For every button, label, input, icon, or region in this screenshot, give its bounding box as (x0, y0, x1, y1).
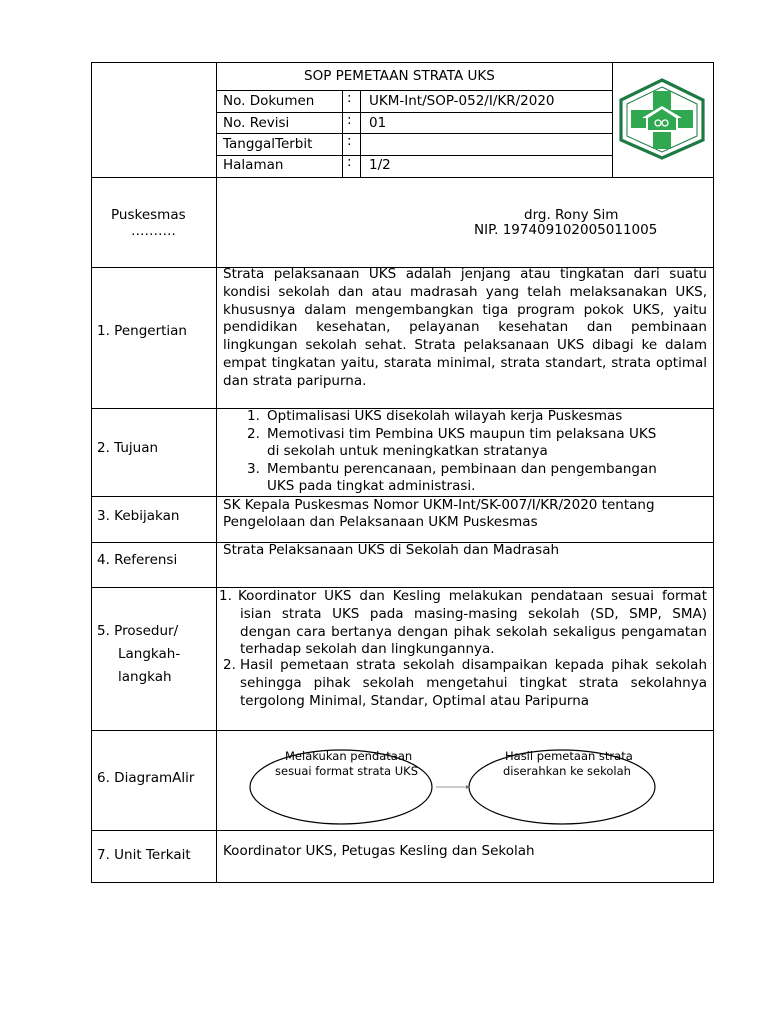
flow-node-2-line2: diserahkan ke sekolah (503, 764, 631, 778)
tujuan-item-3-line1: Membantu perencanaan, pembinaan dan pengembangan (267, 461, 657, 477)
prosedur-item-2 (240, 657, 707, 710)
prosedur-item-1 (240, 588, 707, 659)
section-label-unit: 7. Unit Terkait (97, 847, 191, 863)
flow-node-2-line1: Hasil pemetaan strata (505, 749, 633, 763)
tujuan-item-2-line2: di sekolah untuk meningkatkan stratanya (267, 443, 548, 459)
divider (216, 133, 612, 134)
tujuan-item-2-line1: Memotivasi tim Pembina UKS maupun tim pelaksana UKS (267, 426, 657, 442)
section-label-prosedur: 5. Prosedur/ (97, 623, 179, 639)
section-label-referensi: 4. Referensi (97, 552, 178, 568)
divider (612, 63, 613, 177)
flow-node-1-line2: sesuai format strata UKS (275, 764, 419, 778)
tujuan-item-num: 1. (247, 408, 260, 424)
divider (360, 90, 361, 177)
section-label-pengertian: 1. Pengertian (97, 323, 187, 339)
tujuan-item-1: Optimalisasi UKS disekolah wilayah kerja Puskesmas (267, 408, 623, 424)
header-sep: : (347, 154, 352, 170)
divider (216, 90, 612, 91)
header-sep: : (347, 90, 352, 106)
header-label-tanggal-terbit: TanggalTerbit (223, 136, 313, 152)
divider (216, 112, 612, 113)
kebijakan-line1: SK Kepala Puskesmas Nomor UKM-Int/SK-007/I/KR/2020 tentang (223, 497, 655, 513)
divider (216, 155, 612, 156)
divider (92, 830, 713, 831)
tujuan-item-3-line2: UKS pada tingkat administrasi. (267, 478, 476, 494)
section-label-kebijakan: 3. Kebijakan (97, 508, 180, 524)
document-title: SOP PEMETAAN STRATA UKS (304, 68, 495, 84)
header-value-halaman: 1/2 (369, 157, 391, 173)
header-label-no-revisi: No. Revisi (223, 115, 290, 131)
tujuan-item-num: 3. (247, 461, 260, 477)
header-label-no-dokumen: No. Dokumen (223, 93, 315, 109)
tujuan-item-num: 2. (247, 426, 260, 442)
prosedur-item-num: 2. (223, 657, 236, 673)
divider (342, 90, 343, 177)
header-sep: : (347, 133, 352, 149)
prosedur-item-num: 1. (219, 588, 232, 604)
prosedur-item-1-text: Koordinator UKS dan Kesling melakukan pendataan sesuai format isian strata UKS pada masing-masing sekolah (SD, SMP, SMA) dengan cara bertanya dengan pihak sekolah sekaligus pengamatan terhadap sekolah dan lingkungannya. (238, 588, 707, 658)
section-label-diagram: 6. DiagramAlir (97, 770, 195, 786)
section-label-tujuan: 2. Tujuan (97, 440, 159, 456)
puskesmas-label: Puskesmas (111, 207, 186, 223)
unit-terkait-text: Koordinator UKS, Petugas Kesling dan Sekolah (223, 843, 535, 859)
prosedur-item-2-text: Hasil pemetaan strata sekolah disampaikan kepada pihak sekolah sehingga pihak sekolah mengetahui tingkat strata sekolahnya tergolong Minimal, Standar, Optimal atau Paripurna (240, 657, 707, 709)
puskesmas-name-placeholder: ………. (131, 223, 176, 239)
section-label-prosedur-3: langkah (118, 669, 172, 685)
signer-name: drg. Rony Sim (524, 207, 619, 223)
signer-nip: NIP. 197409102005011005 (474, 222, 658, 238)
header-sep: : (347, 112, 352, 128)
pengertian-text (223, 266, 707, 391)
header-value-no-dokumen: UKM-Int/SOP-052/I/KR/2020 (369, 93, 555, 109)
flow-node-1-line1: Melakukan pendataan (285, 749, 413, 763)
divider (92, 730, 713, 731)
referensi-text: Strata Pelaksanaan UKS di Sekolah dan Madrasah (223, 542, 560, 558)
kebijakan-line2: Pengelolaan dan Pelaksanaan UKM Puskesmas (223, 514, 538, 530)
section-label-prosedur-2: Langkah- (118, 646, 181, 662)
header-value-no-revisi: 01 (369, 115, 387, 131)
puskesmas-logo-icon (618, 78, 706, 160)
header-label-halaman: Halaman (223, 157, 284, 173)
divider (216, 63, 217, 882)
divider (92, 177, 713, 178)
pengertian-paragraph: Strata pelaksanaan UKS adalah jenjang atau tingkatan dari suatu kondisi sekolah dan atau madrasah yang telah melaksanakan UKS, khususnya dalam mengembangkan tiga program pokok UKS, yaitu pendidikan kesehatan, pelayanan kesehatan dan pembinaan lingkungan sekolah sehat. Strata pelaksanaan UKS dibagi ke dalam empat tingkatan yaitu, starata minimal, strata standart, strata optimal dan strata paripurna. (223, 266, 707, 389)
